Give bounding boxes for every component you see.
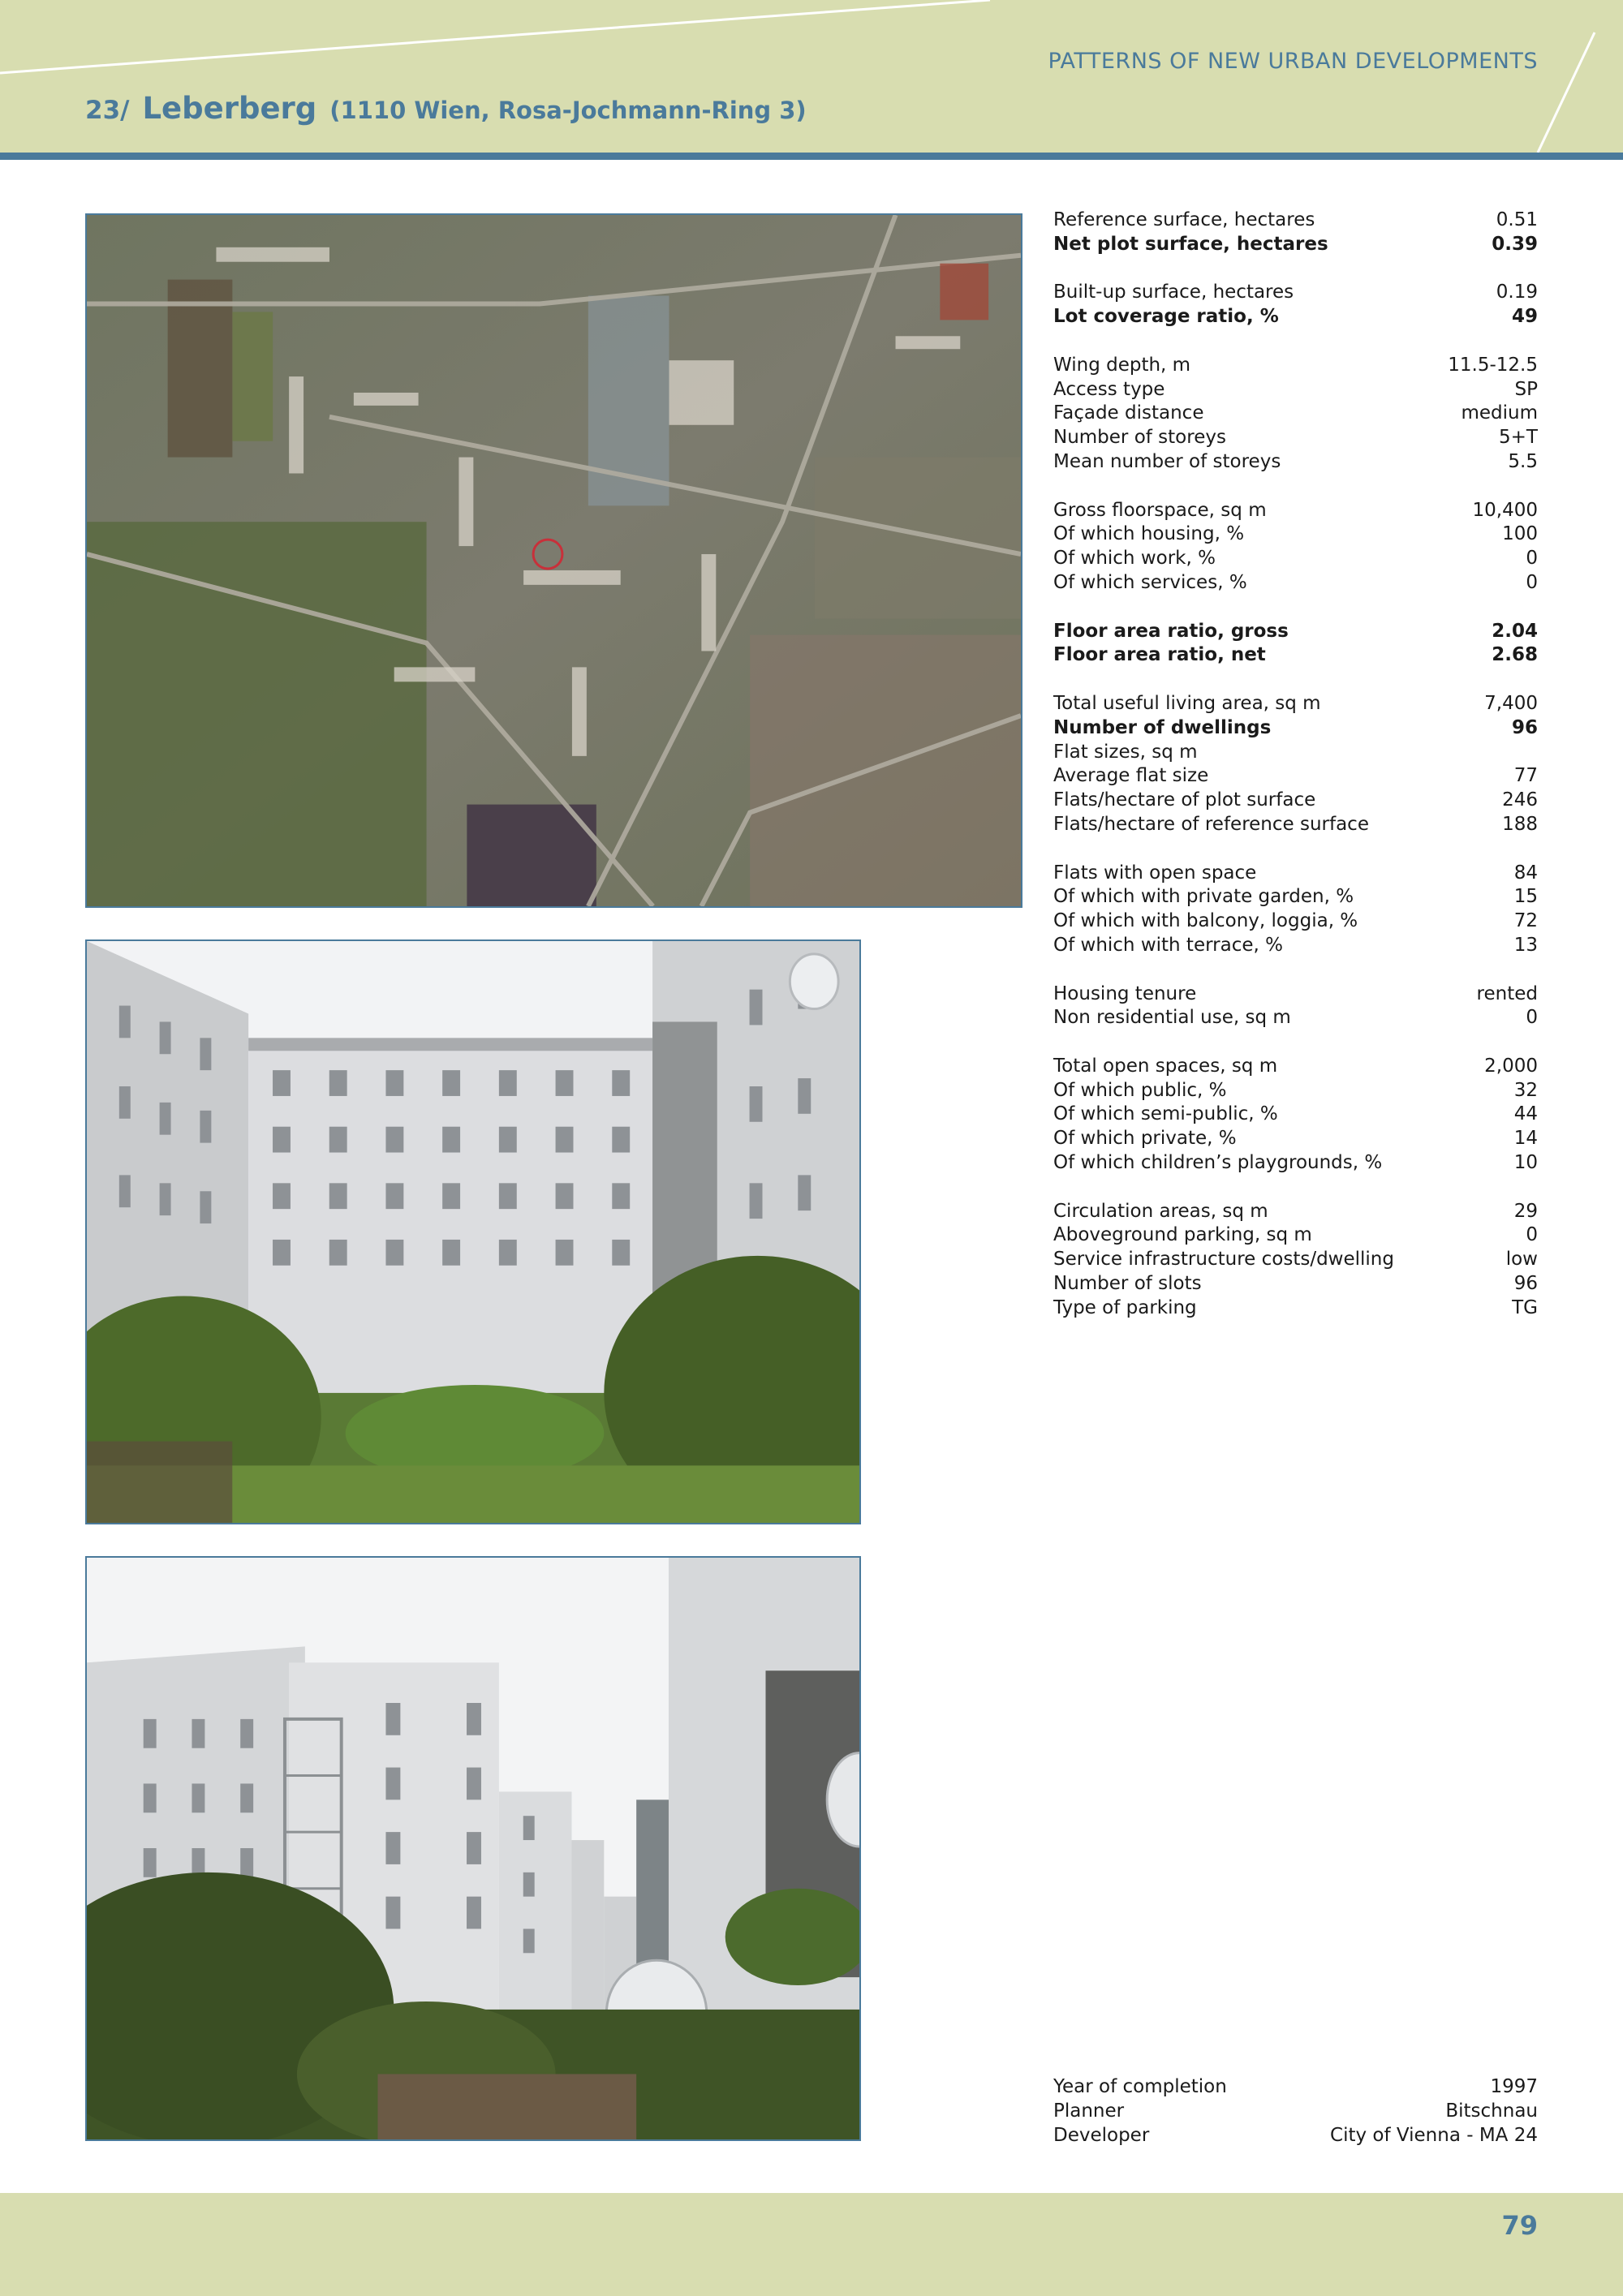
stat-row (1053, 620, 1538, 644)
stat-row (1053, 692, 1538, 716)
stat-row (1053, 1248, 1538, 1272)
stat-label: Mean number of storeys (1053, 450, 1281, 472)
stat-label: Of which work, % (1053, 548, 1216, 570)
stat-row (1053, 1127, 1538, 1151)
stat-row (1053, 909, 1538, 934)
stat-label: Net plot surface, hectares (1053, 233, 1328, 255)
stat-row (1053, 885, 1538, 909)
stat-value: rented (1476, 982, 1538, 1004)
stat-label: Total open spaces, sq m (1053, 1055, 1278, 1077)
stat-row (1053, 982, 1538, 1007)
stat-row (1053, 1055, 1538, 1079)
stat-row (1053, 741, 1538, 765)
header-rule (0, 153, 1623, 160)
stat-label: Non residential use, sq m (1053, 1007, 1291, 1029)
stat-label: Flats/hectare of plot surface (1053, 789, 1316, 811)
building-photo (85, 1556, 861, 2141)
detail-label: Planner (1053, 2100, 1125, 2122)
stat-value: 44 (1513, 1103, 1538, 1125)
stat-value: 49 (1511, 306, 1538, 328)
section-gap (1053, 1176, 1538, 1200)
stat-label: Façade distance (1053, 402, 1204, 424)
page-title (85, 91, 807, 126)
stat-row (1053, 1006, 1538, 1030)
stat-value: 246 (1502, 789, 1538, 811)
stat-row (1053, 233, 1538, 257)
header-decoration (0, 0, 1623, 160)
stat-label: Flats/hectare of reference surface (1053, 813, 1369, 835)
stat-row (1053, 378, 1538, 402)
stat-row (1053, 789, 1538, 813)
stat-value: TG (1512, 1296, 1538, 1318)
stat-value: 29 (1513, 1200, 1538, 1222)
stat-label: Service infrastructure costs/dwelling (1053, 1249, 1394, 1271)
stat-value: medium (1461, 402, 1538, 424)
stat-value: 10,400 (1472, 499, 1538, 521)
stat-value: 0.51 (1496, 209, 1538, 230)
detail-label: Year of completion (1053, 2076, 1227, 2097)
section-gap (1053, 257, 1538, 282)
stat-value: 77 (1513, 765, 1538, 787)
stat-row (1053, 547, 1538, 571)
stat-label: Of which with private garden, % (1053, 886, 1354, 908)
stat-row (1053, 1223, 1538, 1248)
stat-row (1053, 1272, 1538, 1296)
stat-value: 5+T (1499, 427, 1538, 449)
stat-row (1053, 426, 1538, 450)
stat-row (1053, 1151, 1538, 1176)
stat-label: Of which services, % (1053, 571, 1247, 593)
stat-label: Access type (1053, 378, 1165, 400)
courtyard-photo (85, 939, 861, 1524)
stat-value: SP (1514, 378, 1538, 400)
section-gap (1053, 329, 1538, 354)
stat-value: 15 (1513, 886, 1538, 908)
stat-value: 2.68 (1492, 644, 1538, 666)
stat-label: Aboveground parking, sq m (1053, 1224, 1312, 1246)
stat-label: Of which public, % (1053, 1079, 1227, 1101)
stat-row (1053, 1079, 1538, 1103)
stat-value: low (1505, 1249, 1538, 1271)
stat-label: Of which with terrace, % (1053, 934, 1283, 956)
detail-value: City of Vienna - MA 24 (1330, 2124, 1538, 2146)
stat-row (1053, 813, 1538, 837)
section-gap (1053, 668, 1538, 692)
entry-address: (1110 Wien, Rosa-Jochmann-Ring 3) (329, 97, 807, 124)
stat-value: 84 (1513, 862, 1538, 884)
stat-row (1053, 499, 1538, 523)
stat-label: Floor area ratio, net (1053, 644, 1266, 666)
stat-row (1053, 764, 1538, 789)
section-gap (1053, 837, 1538, 862)
stat-label: Of which children’s playgrounds, % (1053, 1152, 1383, 1174)
section-gap (1053, 958, 1538, 982)
stat-row (1053, 522, 1538, 547)
stat-value: 2.04 (1492, 620, 1538, 642)
stat-row (1053, 1296, 1538, 1321)
detail-row (1053, 2124, 1538, 2148)
stat-row (1053, 1200, 1538, 1224)
detail-value: 1997 (1490, 2076, 1538, 2097)
stat-row (1053, 450, 1538, 475)
section-gap (1053, 1030, 1538, 1055)
stat-label: Of which private, % (1053, 1128, 1237, 1150)
statistics-list (1053, 209, 1538, 1321)
stat-value: 13 (1513, 934, 1538, 956)
detail-row (1053, 2075, 1538, 2100)
aerial-photo (85, 213, 1022, 908)
stat-value: 10 (1513, 1152, 1538, 1174)
stat-label: Reference surface, hectares (1053, 209, 1315, 230)
entry-name: Leberberg (142, 91, 317, 126)
stat-value: 7,400 (1484, 692, 1538, 714)
stat-value: 32 (1513, 1079, 1538, 1101)
stat-row (1053, 402, 1538, 426)
stat-row (1053, 643, 1538, 668)
stat-label: Number of slots (1053, 1273, 1202, 1295)
stat-label: Number of dwellings (1053, 716, 1272, 738)
stat-value: 2,000 (1484, 1055, 1538, 1077)
stat-label: Housing tenure (1053, 982, 1197, 1004)
stat-value: 5.5 (1508, 450, 1538, 472)
stat-label: Total useful living area, sq m (1053, 692, 1321, 714)
stat-value: 96 (1513, 1273, 1538, 1295)
stat-value: 0.19 (1496, 282, 1538, 303)
stat-label: Wing depth, m (1053, 354, 1191, 376)
stat-row (1053, 281, 1538, 305)
stat-row (1053, 209, 1538, 233)
section-gap (1053, 475, 1538, 499)
stat-label: Of which housing, % (1053, 523, 1245, 545)
stat-label: Circulation areas, sq m (1053, 1200, 1268, 1222)
detail-value: Bitschnau (1445, 2100, 1538, 2122)
stat-label: Flat sizes, sq m (1053, 741, 1198, 763)
stat-value: 0 (1526, 1007, 1538, 1029)
stat-label: Of which semi-public, % (1053, 1103, 1278, 1125)
stat-label: Number of storeys (1053, 427, 1226, 449)
page-number: 79 (1501, 2210, 1538, 2241)
stat-row (1053, 716, 1538, 741)
stat-label: Floor area ratio, gross (1053, 620, 1289, 642)
section-gap (1053, 595, 1538, 620)
stat-row (1053, 1103, 1538, 1127)
detail-label: Developer (1053, 2124, 1150, 2146)
stat-label: Lot coverage ratio, % (1053, 306, 1279, 328)
stat-value: 0 (1526, 548, 1538, 570)
stat-label: Average flat size (1053, 765, 1209, 787)
stat-value: 0 (1526, 571, 1538, 593)
stat-value: 100 (1502, 523, 1538, 545)
stat-label: Flats with open space (1053, 862, 1257, 884)
stat-label: Type of parking (1053, 1296, 1197, 1318)
stat-label: Built-up surface, hectares (1053, 282, 1294, 303)
stat-value: 14 (1513, 1128, 1538, 1150)
stat-label: Of which with balcony, loggia, % (1053, 910, 1358, 932)
series-title: PATTERNS OF NEW URBAN DEVELOPMENTS (1048, 49, 1538, 74)
stat-row (1053, 571, 1538, 595)
stat-label: Gross floorspace, sq m (1053, 499, 1267, 521)
stat-value: 188 (1502, 813, 1538, 835)
stat-value: 72 (1513, 910, 1538, 932)
stat-row (1053, 305, 1538, 329)
entry-number: 23/ (85, 96, 130, 125)
stat-value: 96 (1511, 716, 1538, 738)
stat-row (1053, 862, 1538, 886)
detail-row (1053, 2100, 1538, 2124)
stat-value: 11.5-12.5 (1448, 354, 1538, 376)
project-details (1053, 2075, 1538, 2148)
stat-value: 0.39 (1492, 233, 1538, 255)
footer-band (0, 2193, 1623, 2296)
stat-row (1053, 934, 1538, 958)
stat-row (1053, 354, 1538, 378)
stat-value: 0 (1526, 1224, 1538, 1246)
